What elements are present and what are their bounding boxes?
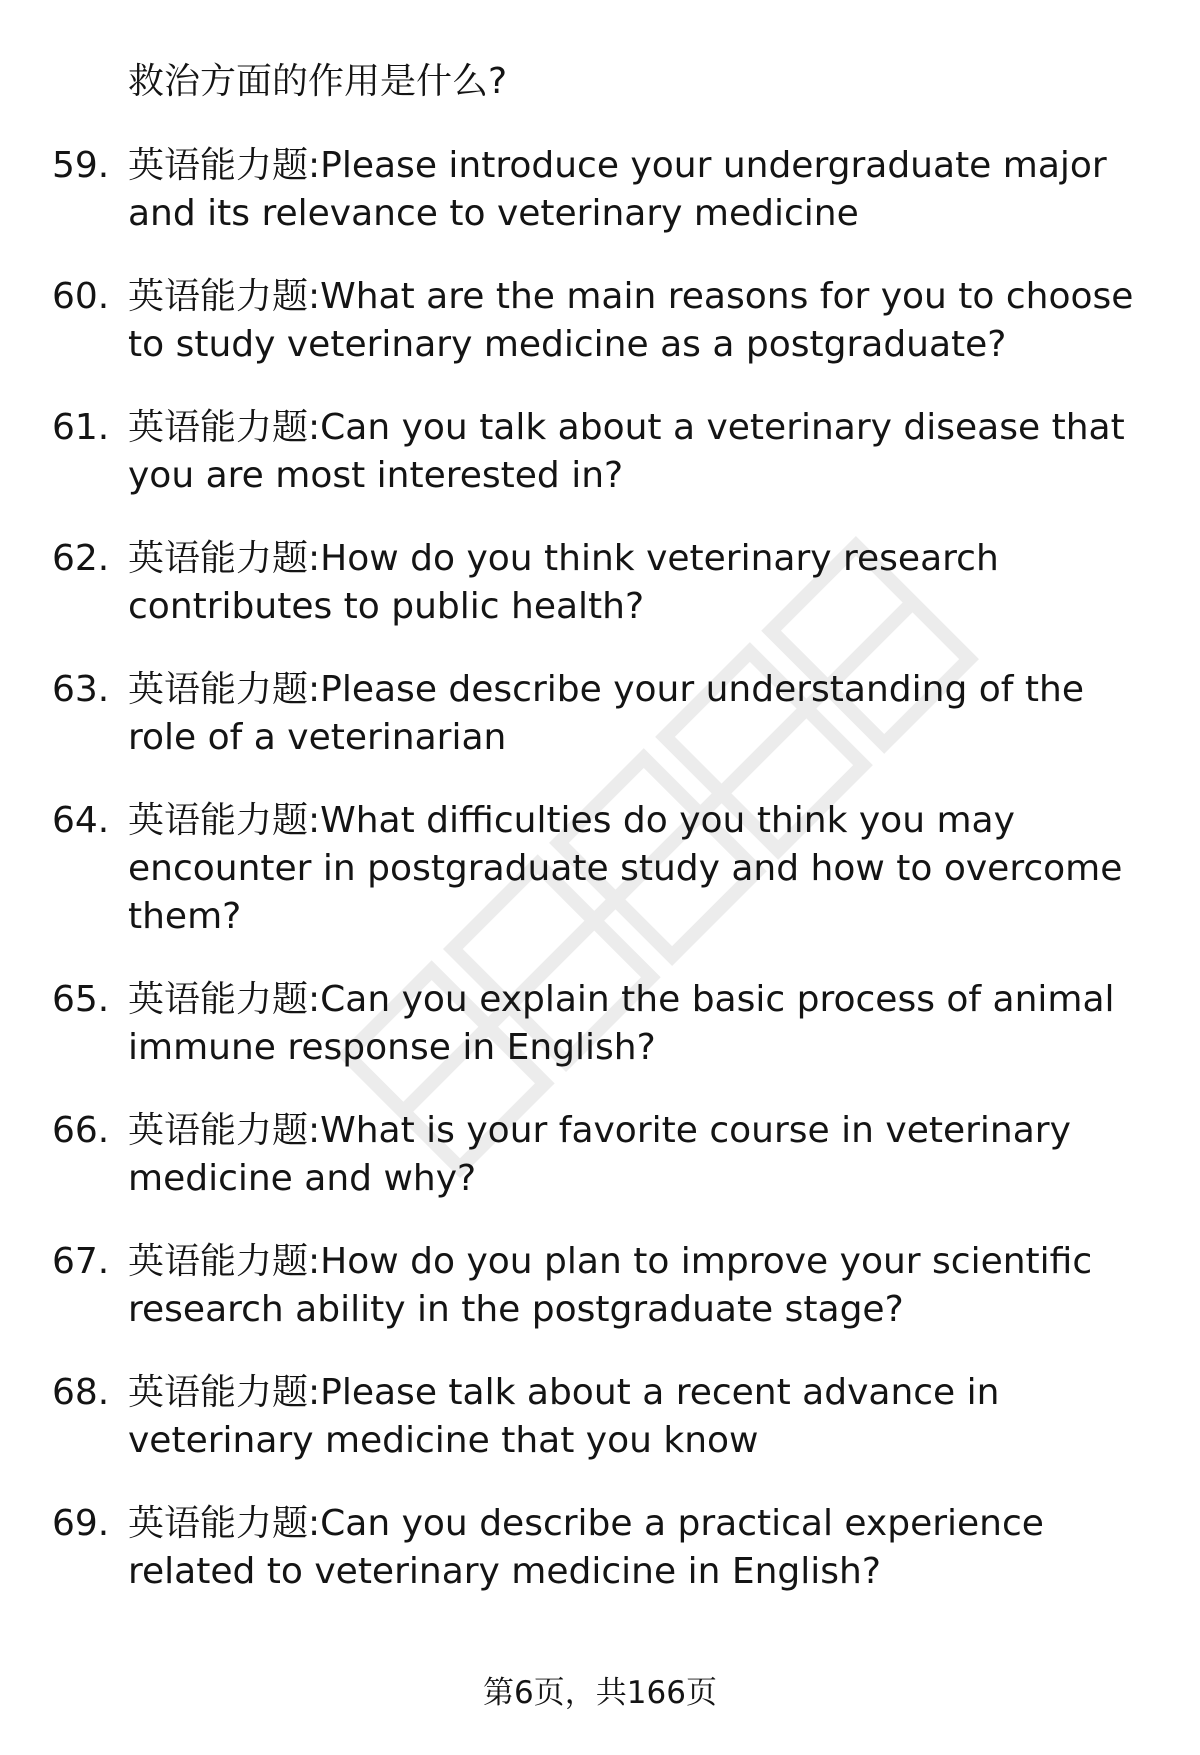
question-text: Can you explain the basic process of animal immune response in English? [128, 979, 1115, 1068]
question-body [128, 666, 1158, 762]
question-text: Can you describe a practical experience related to veterinary medicine in English? [128, 1503, 1044, 1592]
question-text: How do you think veterinary research contributes to public health? [128, 538, 999, 627]
question-body [128, 404, 1158, 500]
question-body [128, 1500, 1158, 1596]
question-body [128, 1238, 1158, 1334]
question-category: 英语能力题: [128, 1241, 321, 1282]
question-item [0, 797, 1200, 941]
continuation-text: 救治方面的作用是什么? [128, 61, 508, 102]
question-number: 66. [52, 1110, 110, 1151]
question-text: How do you plan to improve your scientific research ability in the postgraduate stage? [128, 1241, 1093, 1330]
question-category: 英语能力题: [128, 145, 321, 186]
question-category: 英语能力题: [128, 1110, 321, 1151]
question-text: Please introduce your undergraduate major and its relevance to veterinary medicine [128, 145, 1107, 234]
page-number-footer: 第6页，共166页 [483, 1675, 717, 1711]
question-category: 英语能力题: [128, 1372, 321, 1413]
question-body [128, 1107, 1158, 1203]
question-text: What difficulties do you think you may encounter in postgraduate study and how to overcome them? [128, 800, 1123, 937]
question-number: 64. [52, 800, 110, 841]
question-item [0, 1238, 1200, 1334]
question-category: 英语能力题: [128, 979, 321, 1020]
question-body [128, 142, 1158, 238]
question-category: 英语能力题: [128, 1503, 321, 1544]
question-item [0, 976, 1200, 1072]
question-category: 英语能力题: [128, 407, 321, 448]
question-category: 英语能力题: [128, 276, 321, 317]
question-category: 英语能力题: [128, 669, 321, 710]
question-item [0, 273, 1200, 369]
question-body [128, 273, 1158, 369]
question-item [0, 404, 1200, 500]
question-category: 英语能力题: [128, 800, 321, 841]
question-number: 68. [52, 1372, 110, 1413]
question-item [0, 1500, 1200, 1596]
question-text: Please describe your understanding of the role of a veterinarian [128, 669, 1084, 758]
question-number: 59. [52, 145, 110, 186]
question-number: 67. [52, 1241, 110, 1282]
question-number: 61. [52, 407, 110, 448]
question-text: Please talk about a recent advance in veterinary medicine that you know [128, 1372, 1000, 1461]
question-category: 英语能力题: [128, 538, 321, 579]
question-item [0, 1107, 1200, 1203]
question-number: 69. [52, 1503, 110, 1544]
question-item [0, 1369, 1200, 1465]
question-body [128, 1369, 1158, 1465]
question-text: Can you talk about a veterinary disease that you are most interested in? [128, 407, 1125, 496]
question-item [0, 666, 1200, 762]
question-item [0, 535, 1200, 631]
question-number: 60. [52, 276, 110, 317]
question-number: 65. [52, 979, 110, 1020]
question-body [128, 976, 1158, 1072]
question-item [0, 142, 1200, 238]
question-body [128, 797, 1158, 941]
question-list [0, 142, 1200, 1631]
question-text: What are the main reasons for you to choose to study veterinary medicine as a postgraduate? [128, 276, 1134, 365]
question-number: 62. [52, 538, 110, 579]
question-text: What is your favorite course in veterinary medicine and why? [128, 1110, 1071, 1199]
question-number: 63. [52, 669, 110, 710]
question-body [128, 535, 1158, 631]
